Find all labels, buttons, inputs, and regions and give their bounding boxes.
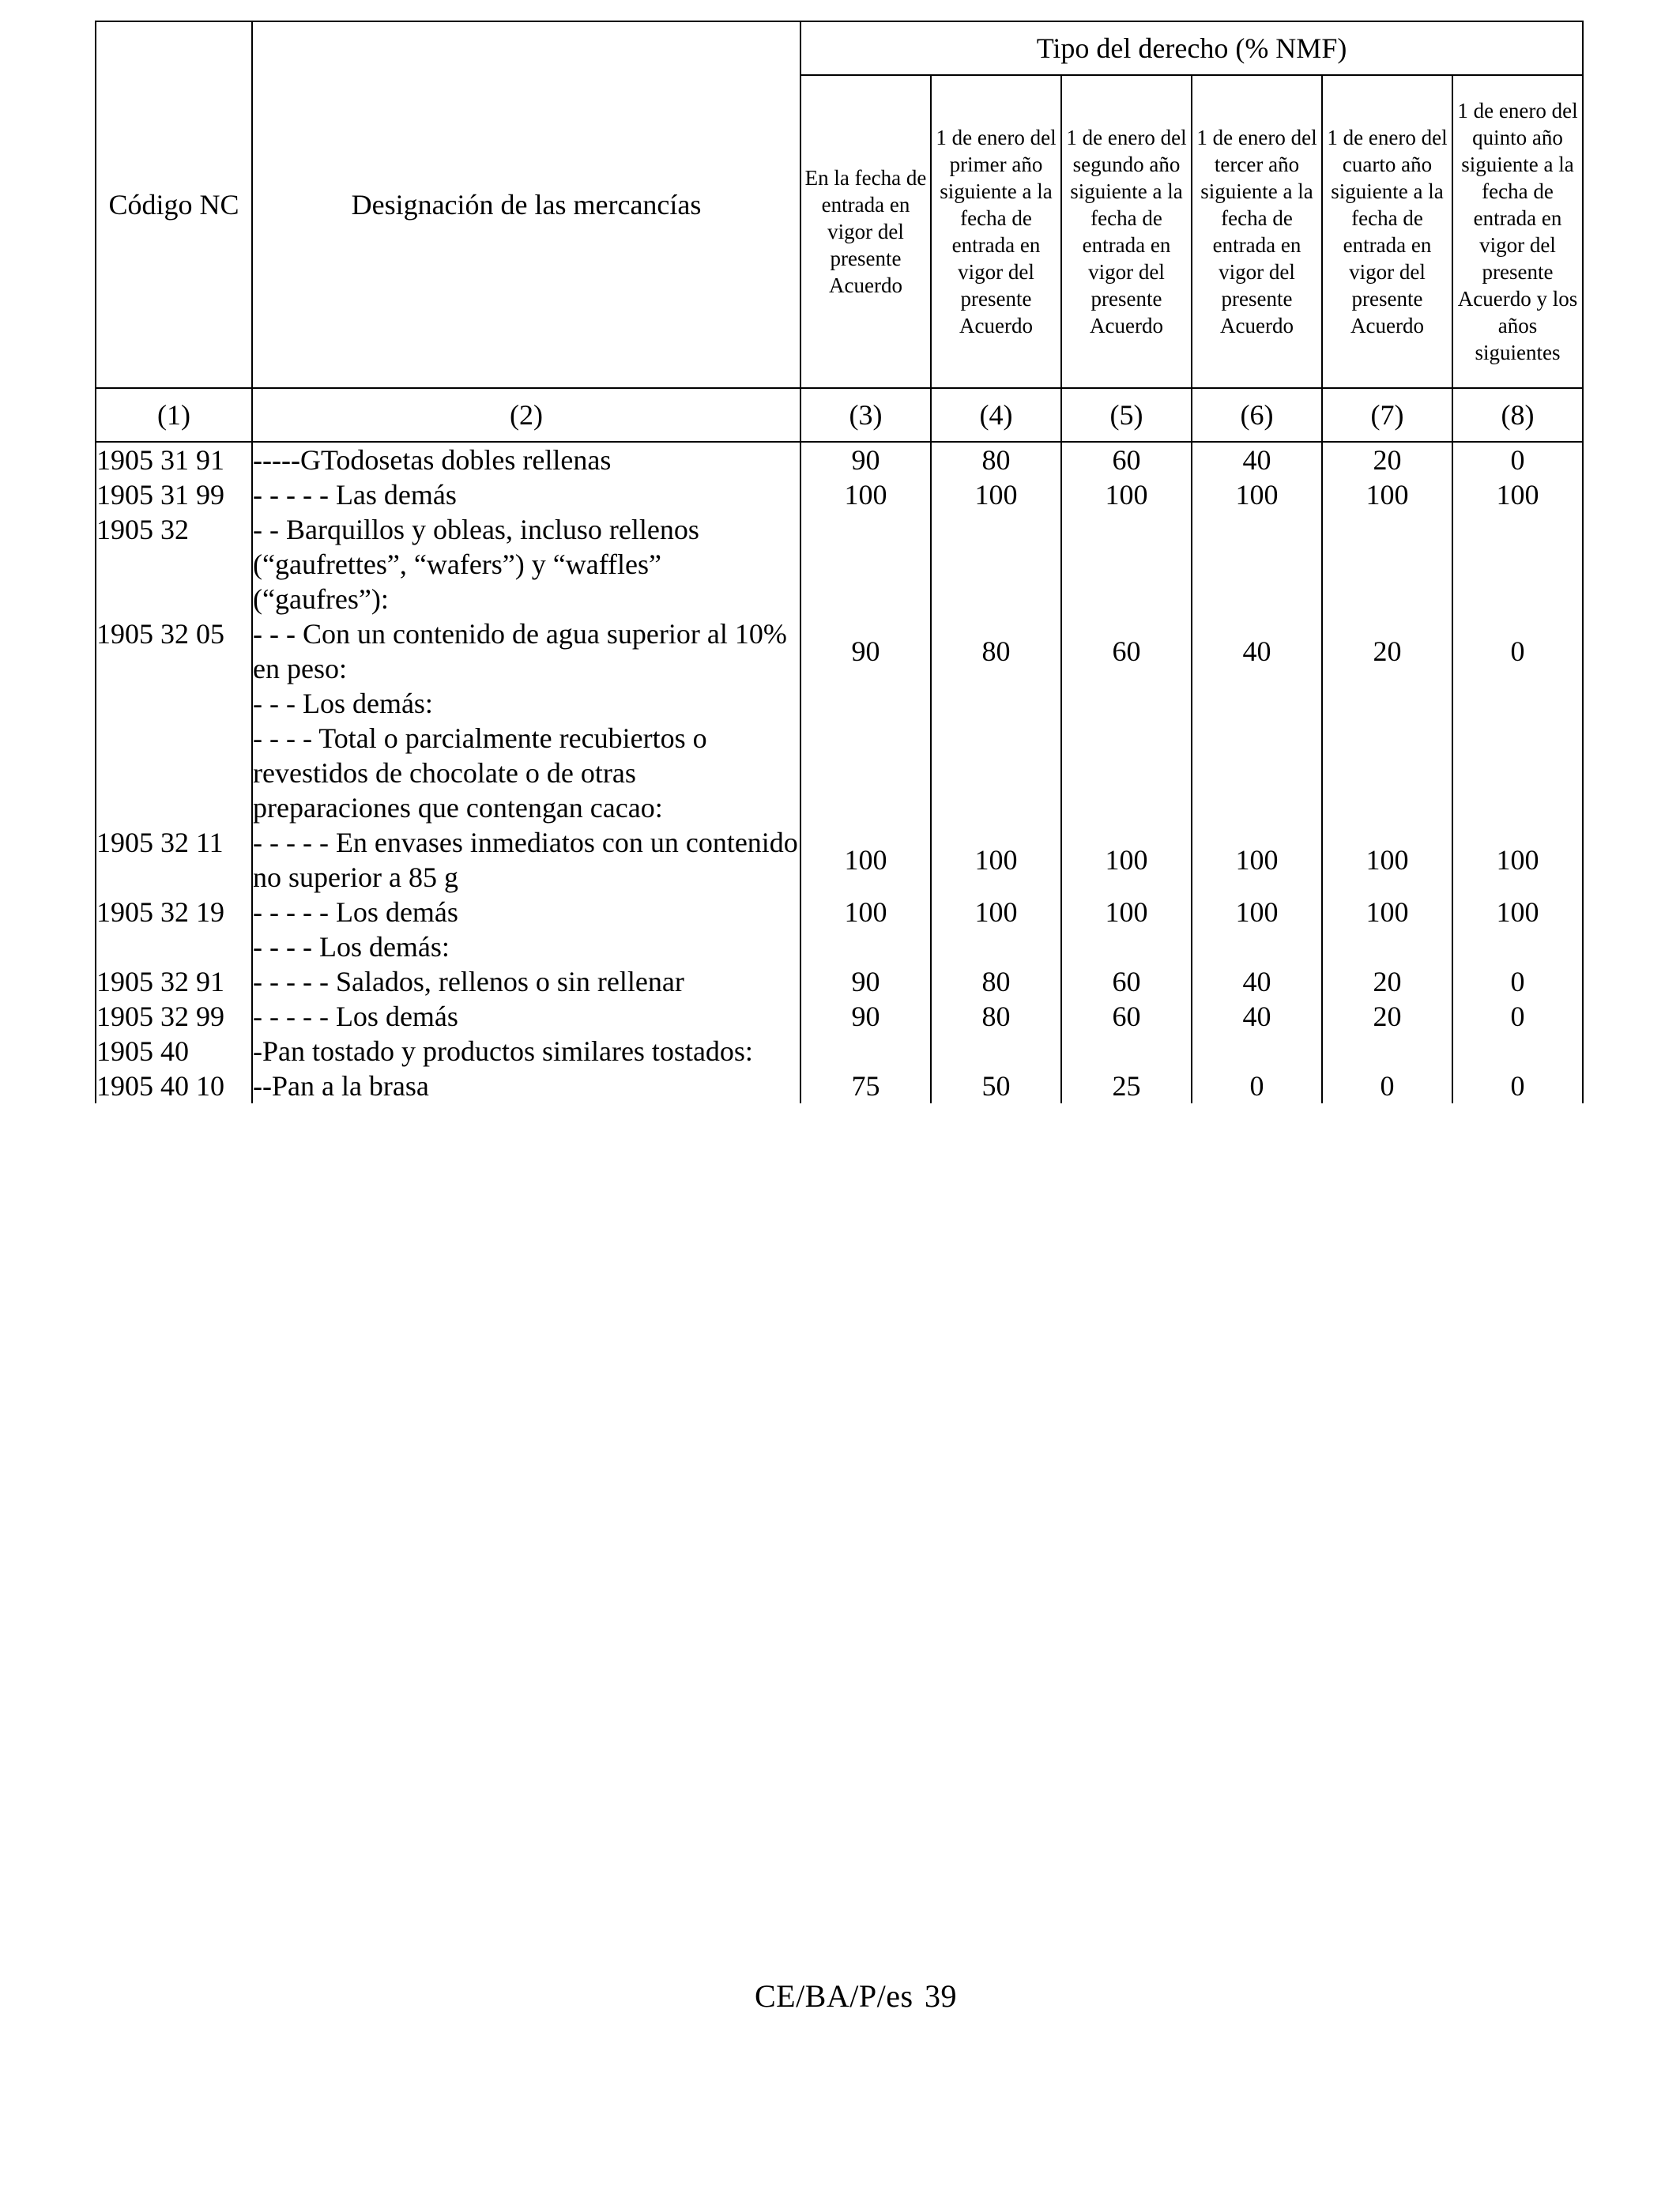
rate-cell: 100 xyxy=(1322,477,1452,512)
rate-cell xyxy=(800,929,931,964)
rate-cell xyxy=(1192,512,1322,616)
description-cell: - - - Los demás: xyxy=(252,686,800,721)
column-number: (2) xyxy=(252,388,800,442)
nc-code-cell: 1905 31 91 xyxy=(96,442,252,477)
nc-code-cell: 1905 32 11 xyxy=(96,825,252,895)
rate-cell: 100 xyxy=(1061,477,1192,512)
rate-cell: 100 xyxy=(1192,825,1322,895)
table-row xyxy=(96,477,1583,512)
nc-code-cell xyxy=(96,929,252,964)
rate-cell: 100 xyxy=(800,895,931,929)
rate-cell xyxy=(1322,721,1452,825)
rate-cell: 80 xyxy=(931,442,1061,477)
rate-cell: 0 xyxy=(1192,1069,1322,1103)
rate-cell: 100 xyxy=(931,825,1061,895)
table-row xyxy=(96,999,1583,1034)
nc-code-cell xyxy=(96,721,252,825)
rate-cell: 100 xyxy=(1322,825,1452,895)
description-cell: - - - - Total o parcialmente recubiertos o revestidos de chocolate o de otras preparaciones que contengan cacao: xyxy=(252,721,800,825)
column-number: (1) xyxy=(96,388,252,442)
nc-code-cell: 1905 32 91 xyxy=(96,964,252,999)
rate-cell: 100 xyxy=(1192,895,1322,929)
rate-cell: 80 xyxy=(931,616,1061,686)
rate-cell xyxy=(1061,686,1192,721)
description-cell: -Pan tostado y productos similares tostados: xyxy=(252,1034,800,1069)
rate-cell: 75 xyxy=(800,1069,931,1103)
rate-cell: 20 xyxy=(1322,999,1452,1034)
header-rate-col-8: 1 de enero del quinto año siguiente a la fecha de entrada en vigor del presente Acuerdo y los años siguientes xyxy=(1452,75,1583,388)
rate-cell: 60 xyxy=(1061,999,1192,1034)
rate-cell: 100 xyxy=(931,477,1061,512)
column-number: (8) xyxy=(1452,388,1583,442)
nc-code-cell: 1905 32 19 xyxy=(96,895,252,929)
rate-cell: 40 xyxy=(1192,964,1322,999)
description-cell: - - - - - En envases inmediatos con un contenido no superior a 85 g xyxy=(252,825,800,895)
table-row xyxy=(96,825,1583,895)
rate-cell: 90 xyxy=(800,964,931,999)
rate-cell xyxy=(931,512,1061,616)
rate-cell: 60 xyxy=(1061,964,1192,999)
rate-cell xyxy=(1192,1034,1322,1069)
column-number: (7) xyxy=(1322,388,1452,442)
header-rate-col-4: 1 de enero del primer año siguiente a la fecha de entrada en vigor del presente Acuerdo xyxy=(931,75,1061,388)
rate-cell xyxy=(931,929,1061,964)
rate-cell xyxy=(1192,929,1322,964)
header-rate-col-6: 1 de enero del tercer año siguiente a la fecha de entrada en vigor del presente Acuerdo xyxy=(1192,75,1322,388)
page-footer xyxy=(0,1977,1680,2015)
rate-cell xyxy=(1061,1034,1192,1069)
rate-cell: 100 xyxy=(1322,895,1452,929)
rate-cell xyxy=(1322,512,1452,616)
rate-cell xyxy=(1452,1034,1583,1069)
description-cell: --Pan a la brasa xyxy=(252,1069,800,1103)
rate-cell xyxy=(1452,686,1583,721)
rate-cell xyxy=(1322,1034,1452,1069)
rate-cell: 100 xyxy=(1452,477,1583,512)
nc-code-cell: 1905 32 xyxy=(96,512,252,616)
description-cell: -----GTodosetas dobles rellenas xyxy=(252,442,800,477)
rate-cell: 100 xyxy=(1061,895,1192,929)
rate-cell: 100 xyxy=(1452,895,1583,929)
rate-cell: 100 xyxy=(800,477,931,512)
column-number-row xyxy=(96,388,1583,442)
column-number: (4) xyxy=(931,388,1061,442)
rate-cell xyxy=(1192,721,1322,825)
tariff-table xyxy=(95,21,1584,1103)
footer-page-number: 39 xyxy=(925,1978,958,2014)
description-cell: - - Barquillos y obleas, incluso rellenos (“gaufrettes”, “wafers”) y “waffles” (“gaufres”): xyxy=(252,512,800,616)
header-rate-group: Tipo del derecho (% NMF) xyxy=(800,21,1583,75)
rate-cell: 40 xyxy=(1192,999,1322,1034)
rate-cell: 0 xyxy=(1452,999,1583,1034)
header-rate-col-3: En la fecha de entrada en vigor del presente Acuerdo xyxy=(800,75,931,388)
rate-cell: 100 xyxy=(931,895,1061,929)
rate-cell: 25 xyxy=(1061,1069,1192,1103)
header-rate-col-5: 1 de enero del segundo año siguiente a la fecha de entrada en vigor del presente Acuerdo xyxy=(1061,75,1192,388)
description-cell: - - - - - Los demás xyxy=(252,895,800,929)
rate-cell: 20 xyxy=(1322,616,1452,686)
rate-cell xyxy=(931,1034,1061,1069)
rate-cell: 100 xyxy=(1452,825,1583,895)
rate-cell: 100 xyxy=(1192,477,1322,512)
rate-cell: 60 xyxy=(1061,616,1192,686)
rate-cell xyxy=(800,512,931,616)
column-number: (6) xyxy=(1192,388,1322,442)
rate-cell xyxy=(1192,686,1322,721)
column-number: (5) xyxy=(1061,388,1192,442)
rate-cell xyxy=(1452,512,1583,616)
rate-cell: 100 xyxy=(800,825,931,895)
nc-code-cell: 1905 40 10 xyxy=(96,1069,252,1103)
rate-cell: 20 xyxy=(1322,442,1452,477)
header-rate-col-7: 1 de enero del cuarto año siguiente a la fecha de entrada en vigor del presente Acuerdo xyxy=(1322,75,1452,388)
rate-cell xyxy=(1061,929,1192,964)
header-code: Código NC xyxy=(96,21,252,388)
rate-cell xyxy=(1452,721,1583,825)
rate-cell: 0 xyxy=(1452,964,1583,999)
rate-cell: 100 xyxy=(1061,825,1192,895)
rate-cell xyxy=(931,721,1061,825)
table-row xyxy=(96,964,1583,999)
column-number: (3) xyxy=(800,388,931,442)
rate-cell: 40 xyxy=(1192,616,1322,686)
rate-cell: 50 xyxy=(931,1069,1061,1103)
table-row xyxy=(96,895,1583,929)
header-description: Designación de las mercancías xyxy=(252,21,800,388)
rate-cell xyxy=(1061,721,1192,825)
rate-cell: 40 xyxy=(1192,442,1322,477)
rate-cell xyxy=(800,1034,931,1069)
table-row xyxy=(96,686,1583,721)
description-cell: - - - - - Las demás xyxy=(252,477,800,512)
table-row xyxy=(96,616,1583,686)
rate-cell: 90 xyxy=(800,616,931,686)
rate-cell: 80 xyxy=(931,964,1061,999)
table-row xyxy=(96,929,1583,964)
rate-cell xyxy=(1452,929,1583,964)
rate-cell xyxy=(800,686,931,721)
rate-cell xyxy=(800,721,931,825)
table-row xyxy=(96,512,1583,616)
nc-code-cell: 1905 32 99 xyxy=(96,999,252,1034)
header-row xyxy=(96,21,1583,75)
nc-code-cell xyxy=(96,686,252,721)
rate-cell: 0 xyxy=(1452,442,1583,477)
description-cell: - - - - - Los demás xyxy=(252,999,800,1034)
table-row xyxy=(96,1069,1583,1103)
table-row xyxy=(96,721,1583,825)
rate-cell xyxy=(1322,686,1452,721)
rate-cell: 20 xyxy=(1322,964,1452,999)
table-row xyxy=(96,442,1583,477)
rate-cell: 90 xyxy=(800,442,931,477)
rate-cell: 80 xyxy=(931,999,1061,1034)
description-cell: - - - Con un contenido de agua superior al 10% en peso: xyxy=(252,616,800,686)
rate-cell xyxy=(1322,929,1452,964)
rate-cell: 0 xyxy=(1322,1069,1452,1103)
rate-cell: 60 xyxy=(1061,442,1192,477)
rate-cell: 0 xyxy=(1452,616,1583,686)
nc-code-cell: 1905 40 xyxy=(96,1034,252,1069)
description-cell: - - - - - Salados, rellenos o sin rellenar xyxy=(252,964,800,999)
rate-cell xyxy=(931,686,1061,721)
nc-code-cell: 1905 31 99 xyxy=(96,477,252,512)
description-cell: - - - - Los demás: xyxy=(252,929,800,964)
rate-cell: 0 xyxy=(1452,1069,1583,1103)
rate-cell xyxy=(1061,512,1192,616)
tariff-body xyxy=(96,442,1583,1103)
footer-doc-ref: CE/BA/P/es xyxy=(754,1978,913,2014)
rate-cell: 90 xyxy=(800,999,931,1034)
nc-code-cell: 1905 32 05 xyxy=(96,616,252,686)
table-row xyxy=(96,1034,1583,1069)
